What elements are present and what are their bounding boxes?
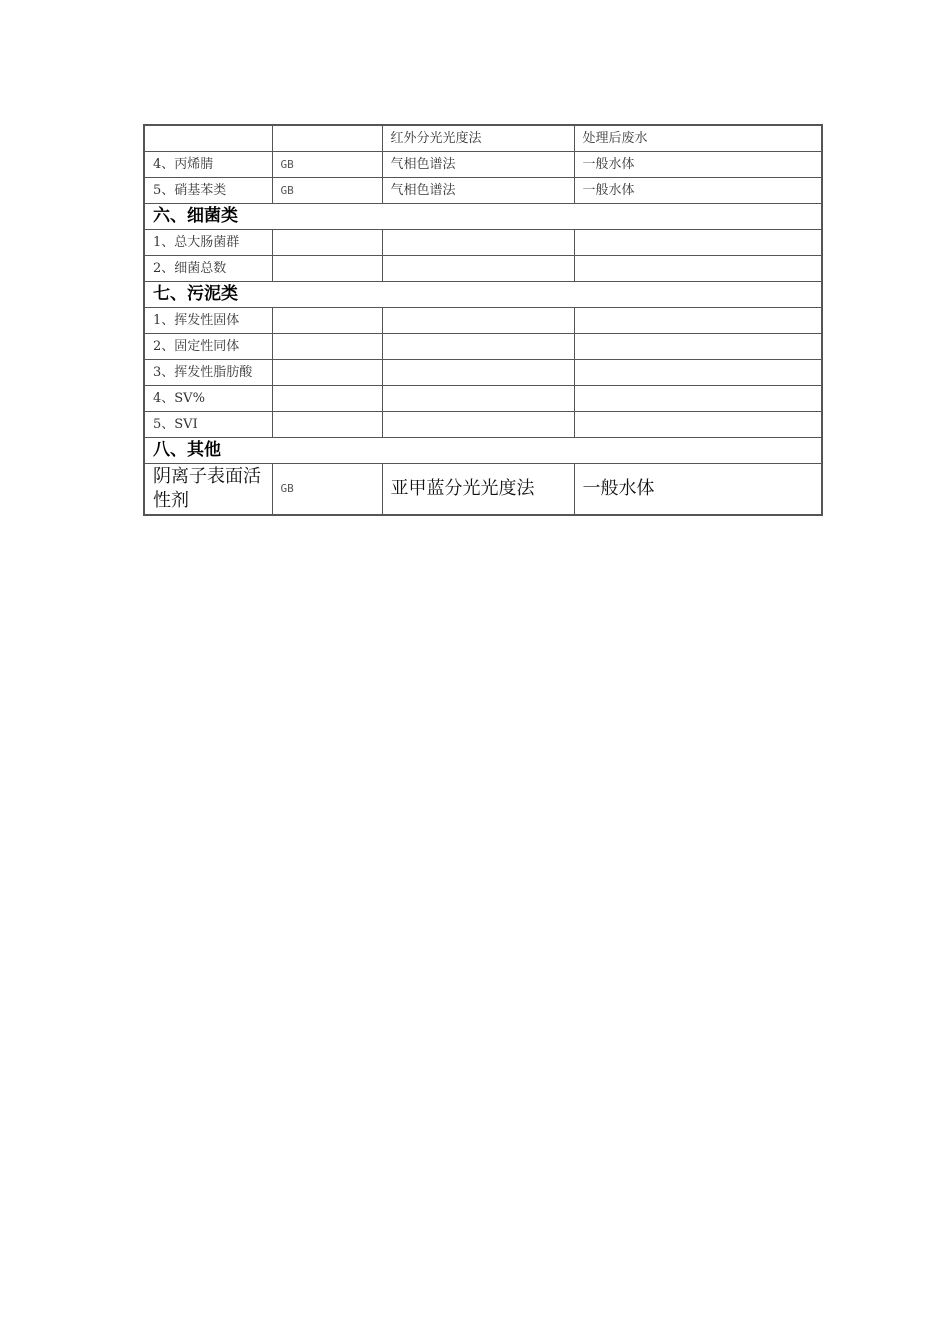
standard-cell xyxy=(272,360,382,386)
item-cell xyxy=(144,125,272,152)
scope-cell: 一般水体 xyxy=(574,178,822,204)
scope-cell xyxy=(574,386,822,412)
standard-cell xyxy=(272,230,382,256)
scope-cell xyxy=(574,360,822,386)
scope-cell: 处理后废水 xyxy=(574,125,822,152)
table-row xyxy=(144,386,822,412)
table-row xyxy=(144,412,822,438)
method-cell xyxy=(382,256,574,282)
standard-cell xyxy=(272,125,382,152)
table-row xyxy=(144,464,822,516)
table-row xyxy=(144,178,822,204)
standard-cell: GB xyxy=(272,152,382,178)
section-header-row xyxy=(144,438,822,464)
section-title: 七、污泥类 xyxy=(144,282,822,308)
item-cell: 3、挥发性脂肪酸 xyxy=(144,360,272,386)
standard-cell xyxy=(272,386,382,412)
method-cell: 气相色谱法 xyxy=(382,178,574,204)
method-cell xyxy=(382,230,574,256)
method-cell: 亚甲蓝分光光度法 xyxy=(382,464,574,516)
item-cell: 5、SVI xyxy=(144,412,272,438)
methods-table-body xyxy=(144,125,822,515)
method-cell xyxy=(382,386,574,412)
scope-cell: 一般水体 xyxy=(574,464,822,516)
table-row xyxy=(144,152,822,178)
table-row xyxy=(144,125,822,152)
scope-cell xyxy=(574,230,822,256)
section-header-row xyxy=(144,204,822,230)
scope-cell xyxy=(574,334,822,360)
item-cell: 2、固定性同体 xyxy=(144,334,272,360)
scope-cell xyxy=(574,412,822,438)
standard-cell xyxy=(272,334,382,360)
table-row xyxy=(144,230,822,256)
method-cell xyxy=(382,334,574,360)
section-header-row xyxy=(144,282,822,308)
methods-table xyxy=(143,124,823,516)
method-cell xyxy=(382,308,574,334)
section-title: 六、细菌类 xyxy=(144,204,822,230)
table-row xyxy=(144,360,822,386)
item-cell: 阴离子表面活性剂 xyxy=(144,464,272,516)
item-cell: 1、挥发性固体 xyxy=(144,308,272,334)
item-cell: 4、丙烯腈 xyxy=(144,152,272,178)
table-row xyxy=(144,308,822,334)
method-cell: 红外分光光度法 xyxy=(382,125,574,152)
item-cell: 1、总大肠菌群 xyxy=(144,230,272,256)
scope-cell: 一般水体 xyxy=(574,152,822,178)
item-cell: 2、细菌总数 xyxy=(144,256,272,282)
method-cell: 气相色谱法 xyxy=(382,152,574,178)
section-title: 八、其他 xyxy=(144,438,822,464)
scope-cell xyxy=(574,256,822,282)
standard-cell xyxy=(272,308,382,334)
standard-cell: GB xyxy=(272,464,382,516)
method-cell xyxy=(382,360,574,386)
item-cell: 5、硝基苯类 xyxy=(144,178,272,204)
scope-cell xyxy=(574,308,822,334)
table-row xyxy=(144,334,822,360)
table-row xyxy=(144,256,822,282)
method-cell xyxy=(382,412,574,438)
standard-cell: GB xyxy=(272,178,382,204)
standard-cell xyxy=(272,412,382,438)
standard-cell xyxy=(272,256,382,282)
item-cell: 4、SV% xyxy=(144,386,272,412)
